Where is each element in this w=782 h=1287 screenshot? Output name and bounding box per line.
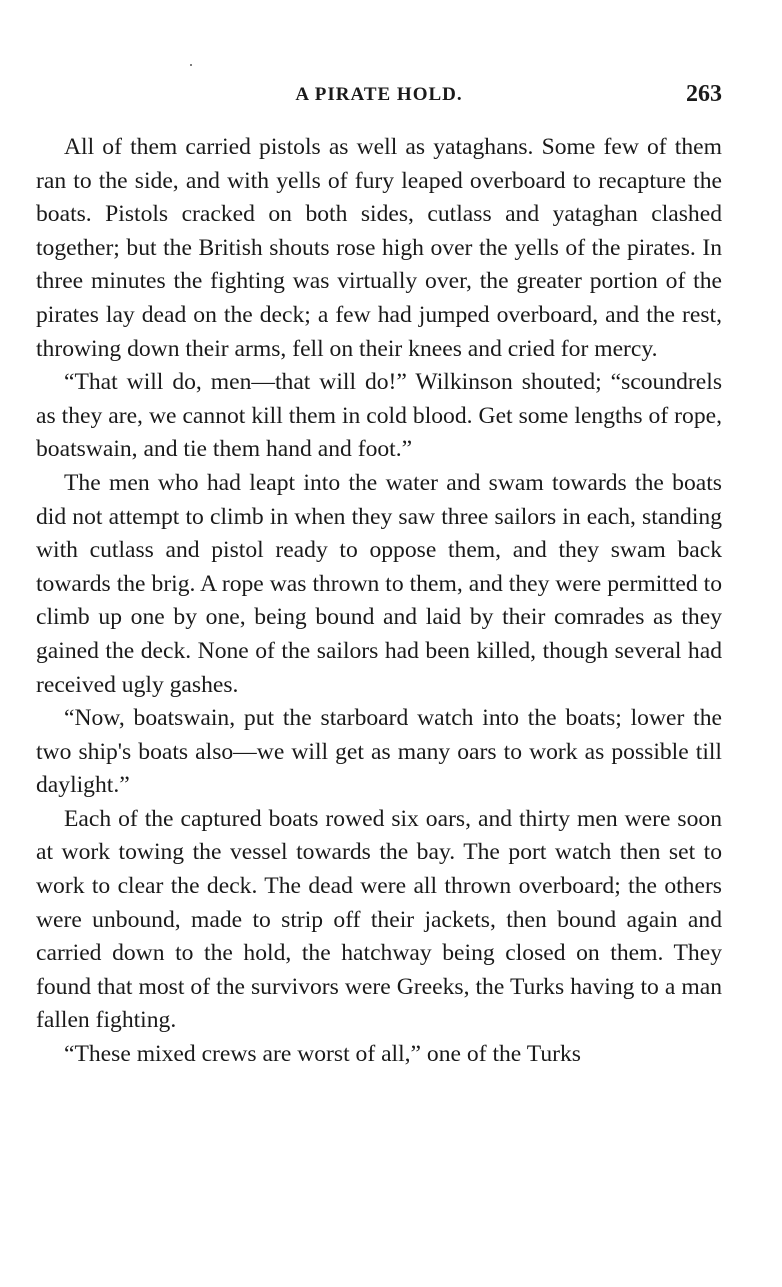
paragraph: “These mixed crews are worst of all,” one of the Turks [64, 1041, 581, 1068]
paragraph: “That will do, men—that will do!” Wilkinson shouted; “scoundrels as they are, we cannot kill them in cold blood. Get some lengths of rope, boatswain, and tie them hand and foot.” [36, 369, 722, 463]
page-number: 263 [686, 81, 722, 107]
body-text [36, 131, 722, 1072]
paragraph: The men who had leapt into the water and swam towards the boats did not attempt to climb in when they saw three sailors in each, standing with cutlass and pistol ready to oppose them, and they swam back towards the brig. A rope was thrown to them, and they were permitted to climb up one by one, being bound and laid by their comrades as they gained the deck. None of the sailors had been killed, though several had received ugly gashes. [36, 469, 722, 698]
running-header [36, 81, 722, 114]
paragraph: All of them carried pistols as well as yataghans. Some few of them ran to the side, and with yells of fury leaped overboard to recapture the boats. Pistols cracked on both sides, cutlass and yataghan clashed together; but the British shouts rose high over the yells of the pirates. In three minutes the fighting was virtually over, the greater portion of the pirates lay dead on the deck; a few had jumped overboard, and the rest, throwing down their arms, fell on their knees and cried for mercy. [36, 134, 722, 362]
print-speck [190, 64, 192, 66]
paragraph: Each of the captured boats rowed six oars, and thirty men were soon at work towing the vessel towards the bay. The port watch then set to work to clear the deck. The dead were all thrown overboard; the others were unbound, made to strip off their jackets, then bound again and carried down to the hold, the hatchway being closed on them. They found that most of the survivors were Greeks, the Turks having to a man fallen fighting. [36, 805, 722, 1034]
chapter-running-title: A PIRATE HOLD. [295, 84, 463, 105]
paragraph: “Now, boatswain, put the starboard watch into the boats; lower the two ship's boats also—we will get as many oars to work as possible till daylight.” [36, 705, 722, 799]
